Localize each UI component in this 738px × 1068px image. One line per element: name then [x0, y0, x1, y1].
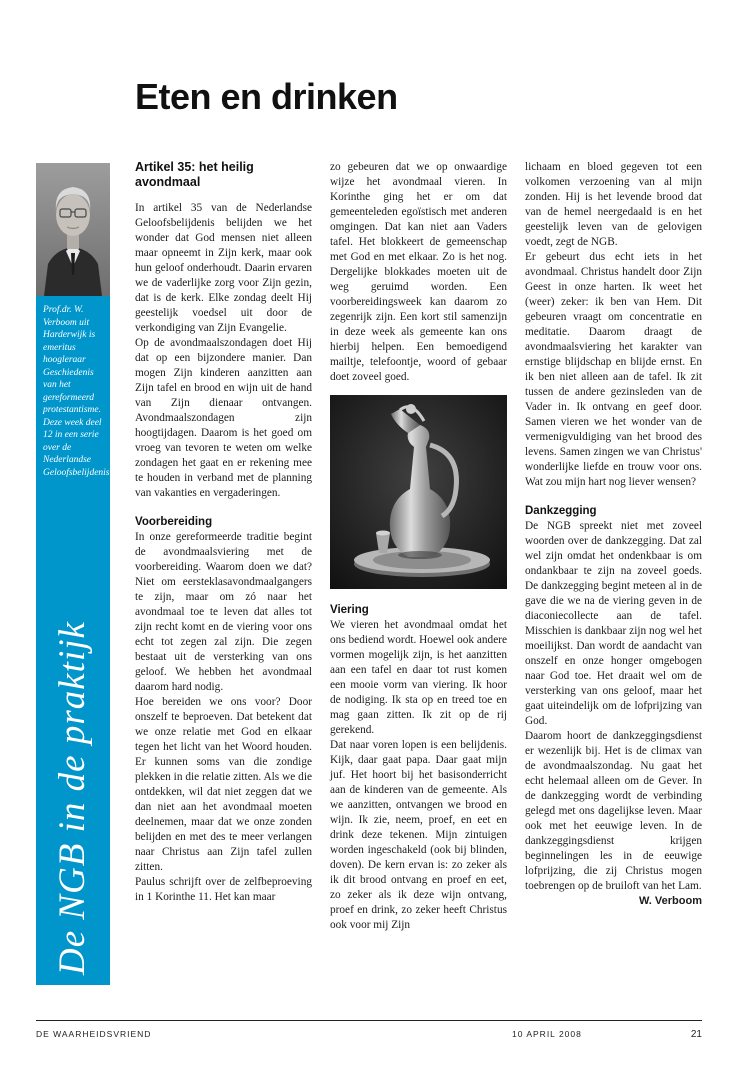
paragraph: Er gebeurt dus echt iets in het avondmaal. Christus handelt door Zijn Geest in onze harten. Ik weet het (weer) zeker: ik ben van Hem. Dit gebeuren vraagt om concentratie en meditatie. Daarom draagt de avondmaalsviering het karakter van ernstige blijdschap en blijde ernst. En ik ben niet alleen aan de tafel. Ik zit tussen de andere gezinsleden van de Vader in. Ik ontvang en geef door. Samen vieren we het wonder van de vermenigvuldiging van het brood des levens. Samen zingen we van Christus' wonderlijke liefde en trouw voor ons. Wat zou mijn hart nog liever wensen? [525, 251, 702, 488]
footer [36, 1020, 702, 1040]
series-vertical-title: De NGB in de praktijk [52, 621, 93, 975]
subheading-voorbereiding: Voorbereiding [135, 516, 213, 528]
page-title: Eten en drinken [135, 76, 398, 117]
article-column-2 [330, 160, 507, 933]
paragraph: We vieren het avondmaal omdat het ons bediend wordt. Hoewel ook andere vormen mogelijk zijn, is het aanzitten aan een tafel en daar tot rust komen een mooie vorm van viering. Ik hoor de nodiging. Ik sta op en treed toe en mag gaan zitten. Ik zit op de rij gerekend. [330, 619, 507, 736]
photo-caption: Prof.dr. W. Verboom uit Harderwijk is emeritus hoogleraar Geschiedenis van het gereformeerd protestantisme. Deze week deel 12 in een serie over de Nederlandse Geloofsbelijdenis. [43, 305, 112, 478]
author-photo [36, 163, 110, 296]
article-column-1 [135, 160, 312, 905]
paragraph: In artikel 35 van de Nederlandse Geloofsbelijdenis belijden we het wonder dat God mensen niet alleen maar opneemt in Zijn kerk, maar ook hun geloof onderhoudt. Daarin ervaren we de vaderlijke zorg voor Zijn gezin, dat is de kerk. Elke zondag deelt Hij geestelijk voedsel uit door de verkondiging van Zijn Evangelie. [135, 202, 312, 334]
article-column-3 [525, 160, 702, 909]
subheading-dankzegging: Dankzegging [525, 505, 597, 517]
paragraph: Hoe bereiden we ons voor? Door onszelf te beproeven. Dat betekent dat we onze relatie met God en elkaar tegen het licht van het Woord houden. Er kunnen soms van die zondige plekken in die relatie zitten. Als we die ontdekken, wil dat niet zeggen dat we dan niet aan het avondmaal moeten deelnemen, maar dat we onze zonden belijden en met des te meer verlangen naar Christus aan Zijn tafel zullen zitten. [135, 696, 312, 873]
paragraph: Paulus schrijft over de zelfbeproeving in 1 Korinthe 11. Het kan maar [135, 876, 312, 903]
series-sidebar [36, 163, 110, 985]
communion-jug-photo [330, 395, 507, 589]
footer-magazine-name: DE WAARHEIDSVRIEND [36, 1029, 152, 1039]
article-heading: Artikel 35: het heilig avondmaal [135, 160, 254, 189]
paragraph: Dat naar voren lopen is een belijdenis. Kijk, daar gaat papa. Daar gaat mijn juf. Het hoort bij het basisonderricht aan de kinderen van de gemeente. Als we aanzitten, ontvangen we brood en wijn. Ik zie, neem, proef, en eet en drink deze tekenen. Mijn zintuigen worden ingeschakeld (ook bij blinden, doven). De kern ervan is: zo zeker als ik dit brood ontvang en proef en eet, zo zeker als ik deze wijn ontvang, proef en drink, zo zeker heeft Christus ook voor mij Zijn [330, 739, 507, 931]
paragraph: De NGB spreekt niet met zoveel woorden over de dankzegging. Dat zal wel zijn omdat het ondenkbaar is om ondankbaar te zijn na zoveel goeds. De dankzegging begint meteen al in de gave die we na de viering geven in de diaconiecollecte aan de tafel. Misschien is dankbaar zijn nog wel het moeilijkst. Dan wordt de aandacht van onszelf en onze honger omgebogen naar God toe. Het draait wel om de versterking van ons geloof, maar het gaat uiteindelijk om de lofprijzing van God. [525, 520, 702, 727]
footer-date: 10 APRIL 2008 [512, 1029, 582, 1039]
author-byline: W. Verboom [639, 895, 702, 907]
paragraph: In onze gereformeerde traditie begint de avondmaalsviering met de voorbereiding. Waarom doen we dat? Niet om eersteklasavondmaalgangers te zijn, maar om zó naar het avondmaal toe te leven dat alles tot zijn recht komt en de viering voor ons echt tot zegen zal zijn. Die zegen bestaat uit de versterking van ons geloof. We hebben het avondmaal daarom hard nodig. [135, 531, 312, 693]
paragraph: Daarom hoort de dankzeggingsdienst er wezenlijk bij. Het is de climax van de avondmaalszondag. Nu gaat het echt helemaal alleen om de Gever. In de dankzegging wordt de verbinding gelegd met ons dagelijkse leven. Maar ook met het eeuwige leven. In de dankzeggingsdienst krijgen beginnelingen les in de eeuwige lofprijzing, die zij Christus mogen toebrengen op de bruiloft van het Lam. [525, 730, 702, 892]
paragraph: Op de avondmaalszondagen doet Hij dat op een bijzondere manier. Dan mogen Zijn kinderen aanzitten aan Zijn tafel en brood en wijn uit de hand van Zijn dienaar ontvangen. Avondmaalszondagen zijn hoogtijdagen. Daarom is het goed om vroeg van tevoren te weten om welke zondagen het gaat en er rekening mee te houden in verband met de planning van vakanties en vergaderingen. [135, 337, 312, 499]
paragraph: lichaam en bloed gegeven tot een volkomen verzoening van al mijn zonden. Hij is het levende brood dat van de hemel neergedaald is en het geestelijk leven van de gelovigen voedt, zegt de NGB. [525, 161, 702, 248]
paragraph: zo gebeuren dat we op onwaardige wijze het avondmaal vieren. In Korinthe ging het er om dat gemeenteleden egoïstisch met anderen omgingen. Dat kan niet aan Vaders tafel. Het blokkeert de gemeenschap met God en met elkaar. Zo is het nog. Dergelijke blokkades moeten uit de weg geruimd worden. Een voorbereidingsweek kan daarom zo zegenrijk zijn. Een kort stil samenzijn in deze week als gemeente kan ons hierbij helpen. Een bemoedigend mailtje, telefoontje, woord of gebaar doet zoveel goed. [330, 161, 507, 383]
subheading-viering: Viering [330, 604, 369, 616]
footer-page-number: 21 [690, 1029, 702, 1040]
